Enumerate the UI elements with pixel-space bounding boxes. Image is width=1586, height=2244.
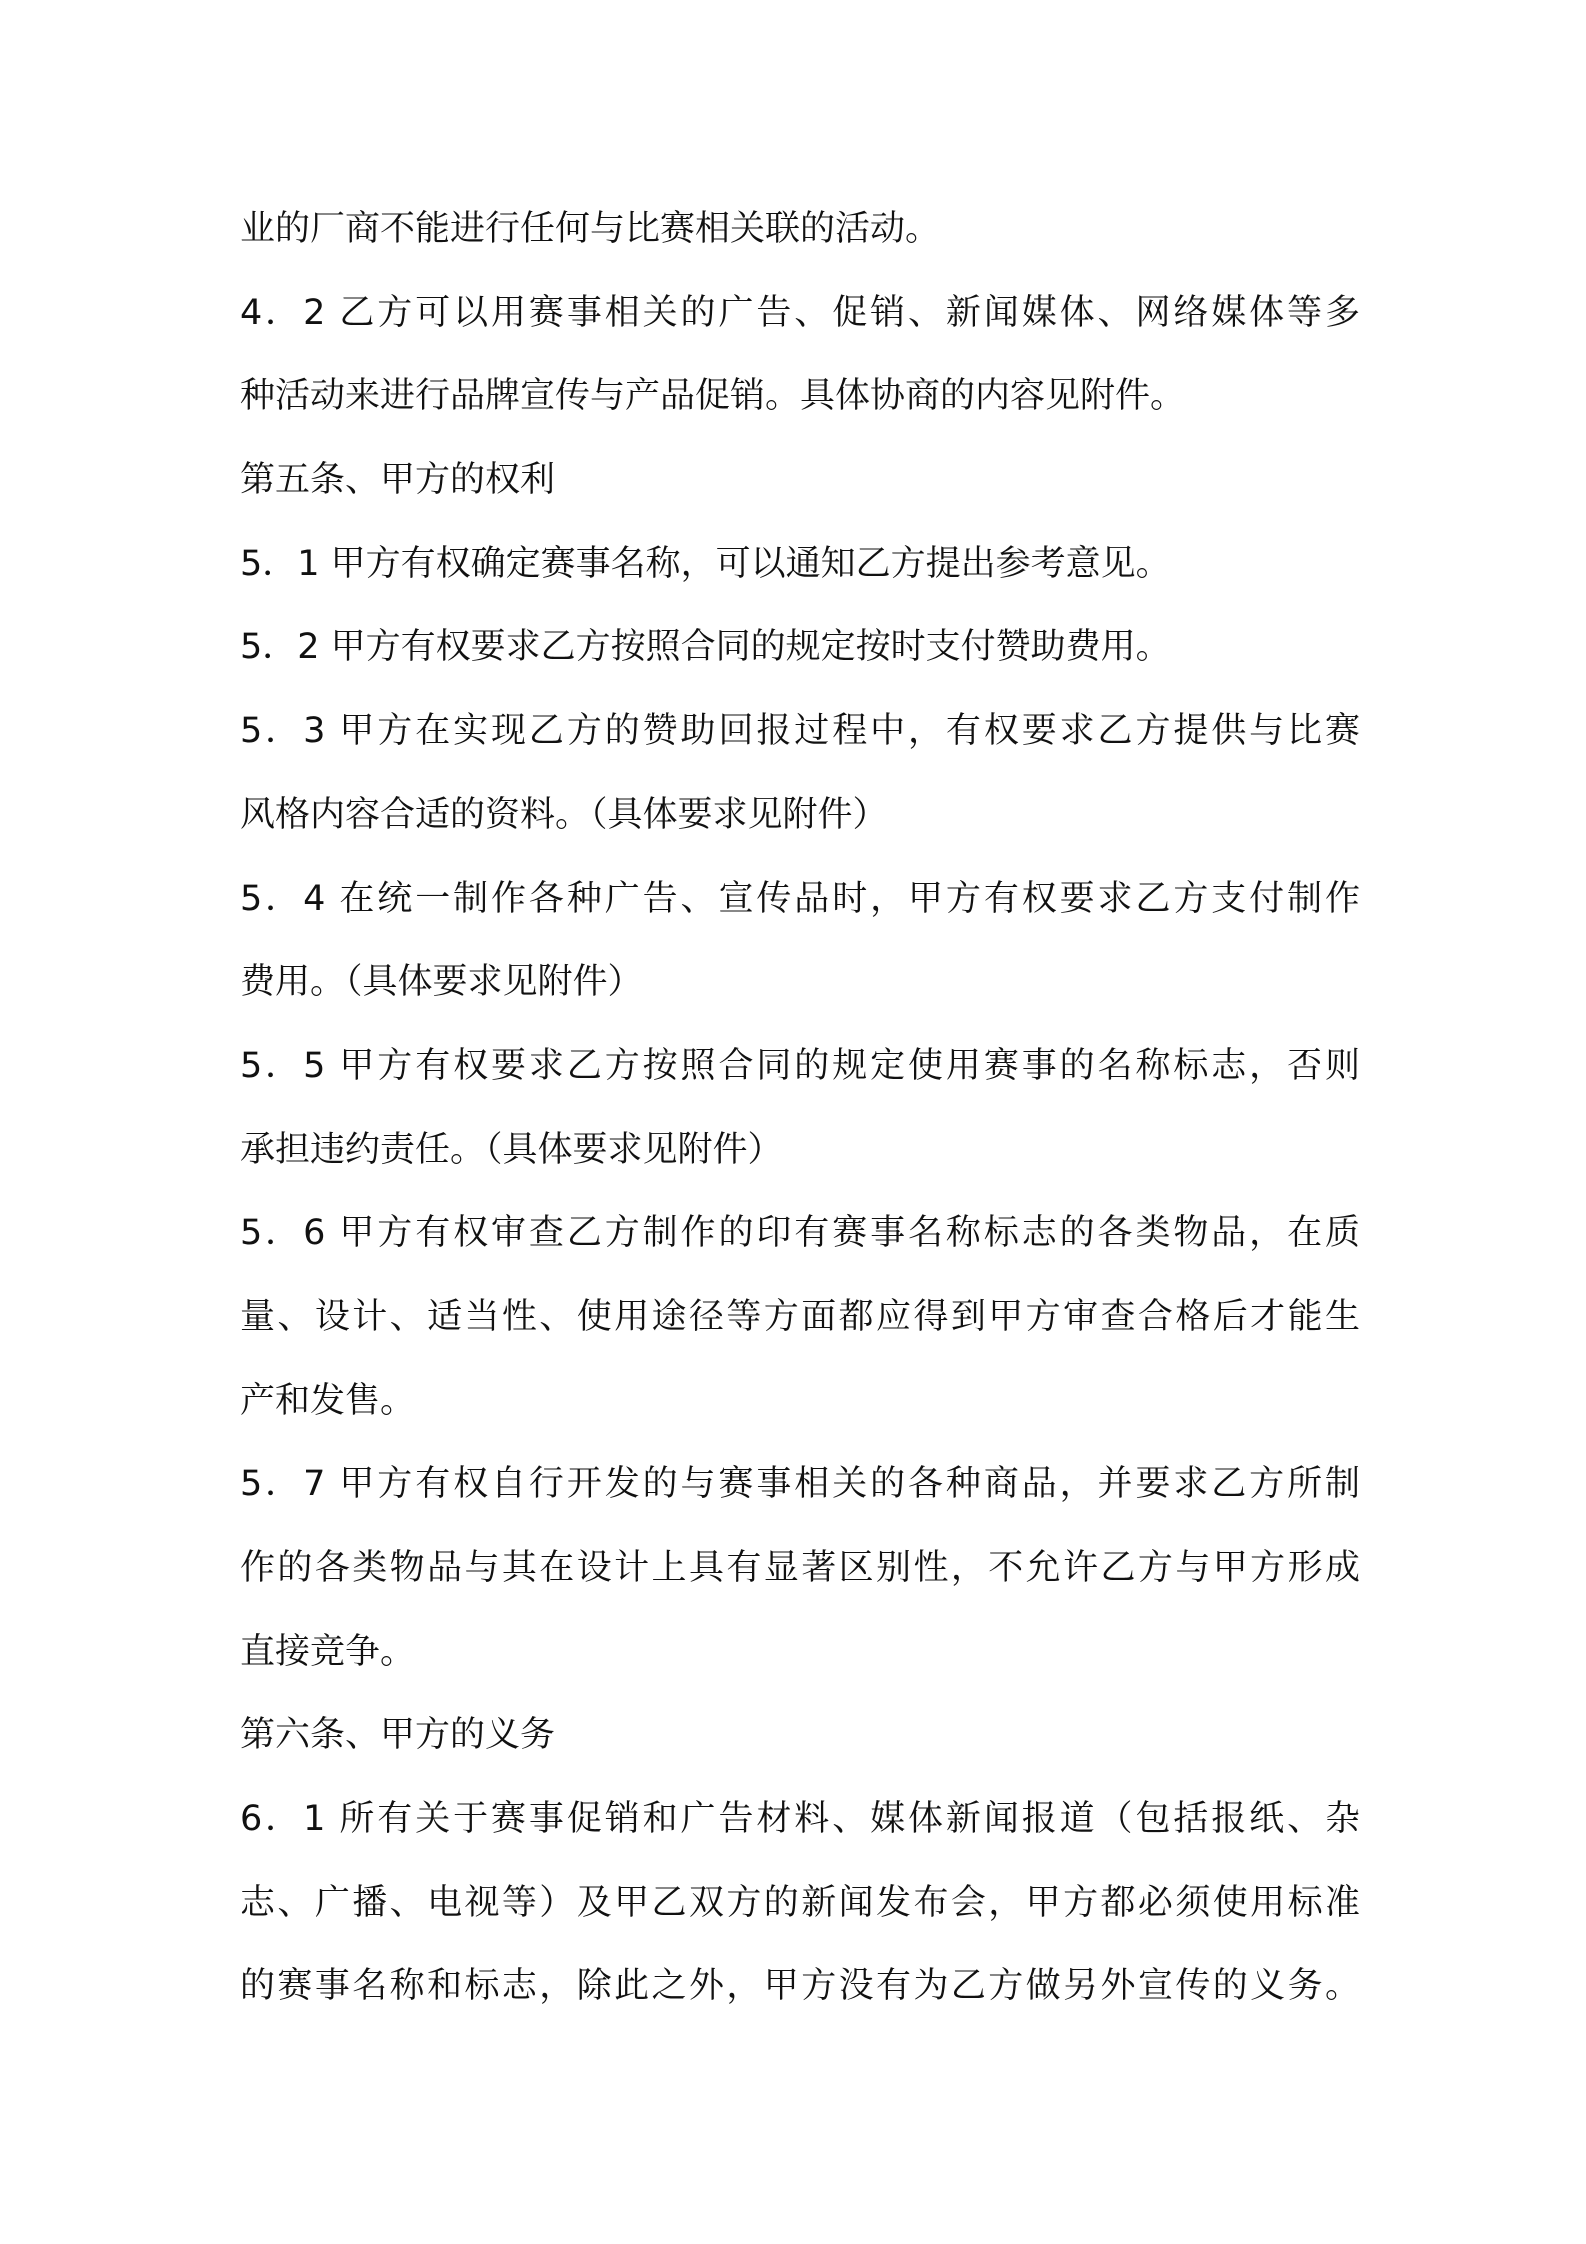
- text-line: 作的各类物品与其在设计上具有显著区别性，不允许乙方与甲方形成: [240, 1548, 1360, 1588]
- text-line: 产和发售。: [240, 1380, 416, 1421]
- document-body: [240, 188, 1360, 2029]
- text-line: 费用。（具体要求见附件）: [240, 962, 643, 1003]
- text-line: 的赛事名称和标志，除此之外，甲方没有为乙方做另外宣传的义务。: [240, 1966, 1360, 2007]
- text-line: 5．3 甲方在实现乙方的赞助回报过程中，有权要求乙方提供与比赛: [240, 711, 1360, 752]
- text-line: 5．1 甲方有权确定赛事名称，可以通知乙方提出参考意见。: [240, 543, 1171, 584]
- text-line: 风格内容合适的资料。（具体要求见附件）: [240, 794, 888, 835]
- text-line: 承担违约责任。（具体要求见附件）: [240, 1129, 783, 1170]
- text-line: 5．7 甲方有权自行开发的与赛事相关的各种商品，并要求乙方所制: [240, 1464, 1360, 1505]
- section-heading: 第六条、甲方的义务: [240, 1715, 556, 1756]
- text-line: 5．4 在统一制作各种广告、宣传品时，甲方有权要求乙方支付制作: [240, 878, 1360, 919]
- text-line: 4．2 乙方可以用赛事相关的广告、促销、新闻媒体、网络媒体等多: [240, 292, 1360, 333]
- text-line: 5．5 甲方有权要求乙方按照合同的规定使用赛事的名称标志，否则: [240, 1045, 1360, 1086]
- text-line: 志、广播、电视等）及甲乙双方的新闻发布会，甲方都必须使用标准: [240, 1882, 1360, 1923]
- text-line: 种活动来进行品牌宣传与产品促销。具体协商的内容见附件。: [240, 376, 1186, 417]
- section-heading: 第五条、甲方的权利: [240, 460, 556, 501]
- text-line: 量、设计、适当性、使用途径等方面都应得到甲方审查合格后才能生: [240, 1296, 1360, 1337]
- text-line: 业的厂商不能进行任何与比赛相关联的活动。: [240, 209, 941, 249]
- text-line: 5．2 甲方有权要求乙方按照合同的规定按时支付赞助费用。: [240, 627, 1171, 668]
- text-line: 6．1 所有关于赛事促销和广告材料、媒体新闻报道（包括报纸、杂: [240, 1799, 1360, 1840]
- text-line: 直接竞争。: [240, 1631, 416, 1672]
- text-line: 5．6 甲方有权审查乙方制作的印有赛事名称标志的各类物品，在质: [240, 1213, 1360, 1254]
